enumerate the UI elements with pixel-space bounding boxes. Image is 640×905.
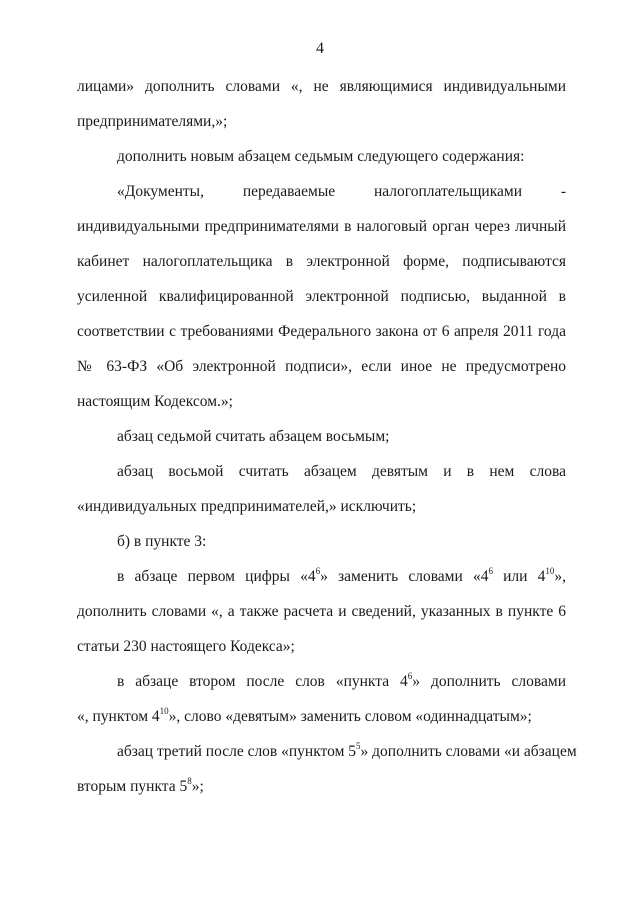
text-line: усиленной квалифицированной электронной подписью, выданной в: [77, 288, 566, 305]
text-line: лицами» дополнить словами «, не являющимися индивидуальными: [77, 78, 566, 95]
text-line: «, пунктом $4^{10}$», слово «девятым» заменить словом «одиннадцатым»;: [77, 705, 532, 725]
text-line: абзац седьмой считать абзацем восьмым;: [117, 428, 390, 445]
text-line: дополнить новым абзацем седьмым следующего содержания:: [117, 148, 525, 165]
text-line: предпринимателями,»;: [77, 113, 228, 130]
text-line: б) в пункте 3:: [117, 533, 207, 550]
text-line: дополнить словами «, а также расчета и сведений, указанных в пункте 6: [77, 603, 566, 620]
text-line: соответствии с требованиями Федерального закона от 6 апреля 2011 года: [77, 323, 566, 340]
text-line: № 63-ФЗ «Об электронной подписи», если иное не предусмотрено: [77, 358, 566, 375]
text-line: статьи 230 настоящего Кодекса»;: [77, 638, 295, 655]
text-line: «индивидуальных предпринимателей,» исключить;: [77, 498, 417, 515]
text-line: кабинет налогоплательщика в электронной форме, подписываются: [77, 253, 566, 270]
text-line: абзац восьмой считать абзацем девятым и в нем слова: [117, 463, 566, 480]
text-line: абзац третий после слов «пунктом $5^5$» дополнить словами «и абзацем: [117, 740, 577, 760]
text-line: индивидуальными предпринимателями в налоговый орган через личный: [77, 218, 566, 235]
text-line: настоящим Кодексом.»;: [77, 393, 233, 410]
text-line: «Документы, передаваемые налогоплательщиками -: [117, 183, 566, 200]
text-line: вторым пункта $5^8$»;: [77, 775, 204, 795]
page-number: 4: [316, 40, 324, 57]
text-line: в абзаце первом цифры «$4^6$» заменить словами «$4^6$ или $4^{10}$»,: [117, 565, 566, 585]
text-line: в абзаце втором после слов «пункта $4^6$» дополнить словами: [117, 670, 566, 690]
